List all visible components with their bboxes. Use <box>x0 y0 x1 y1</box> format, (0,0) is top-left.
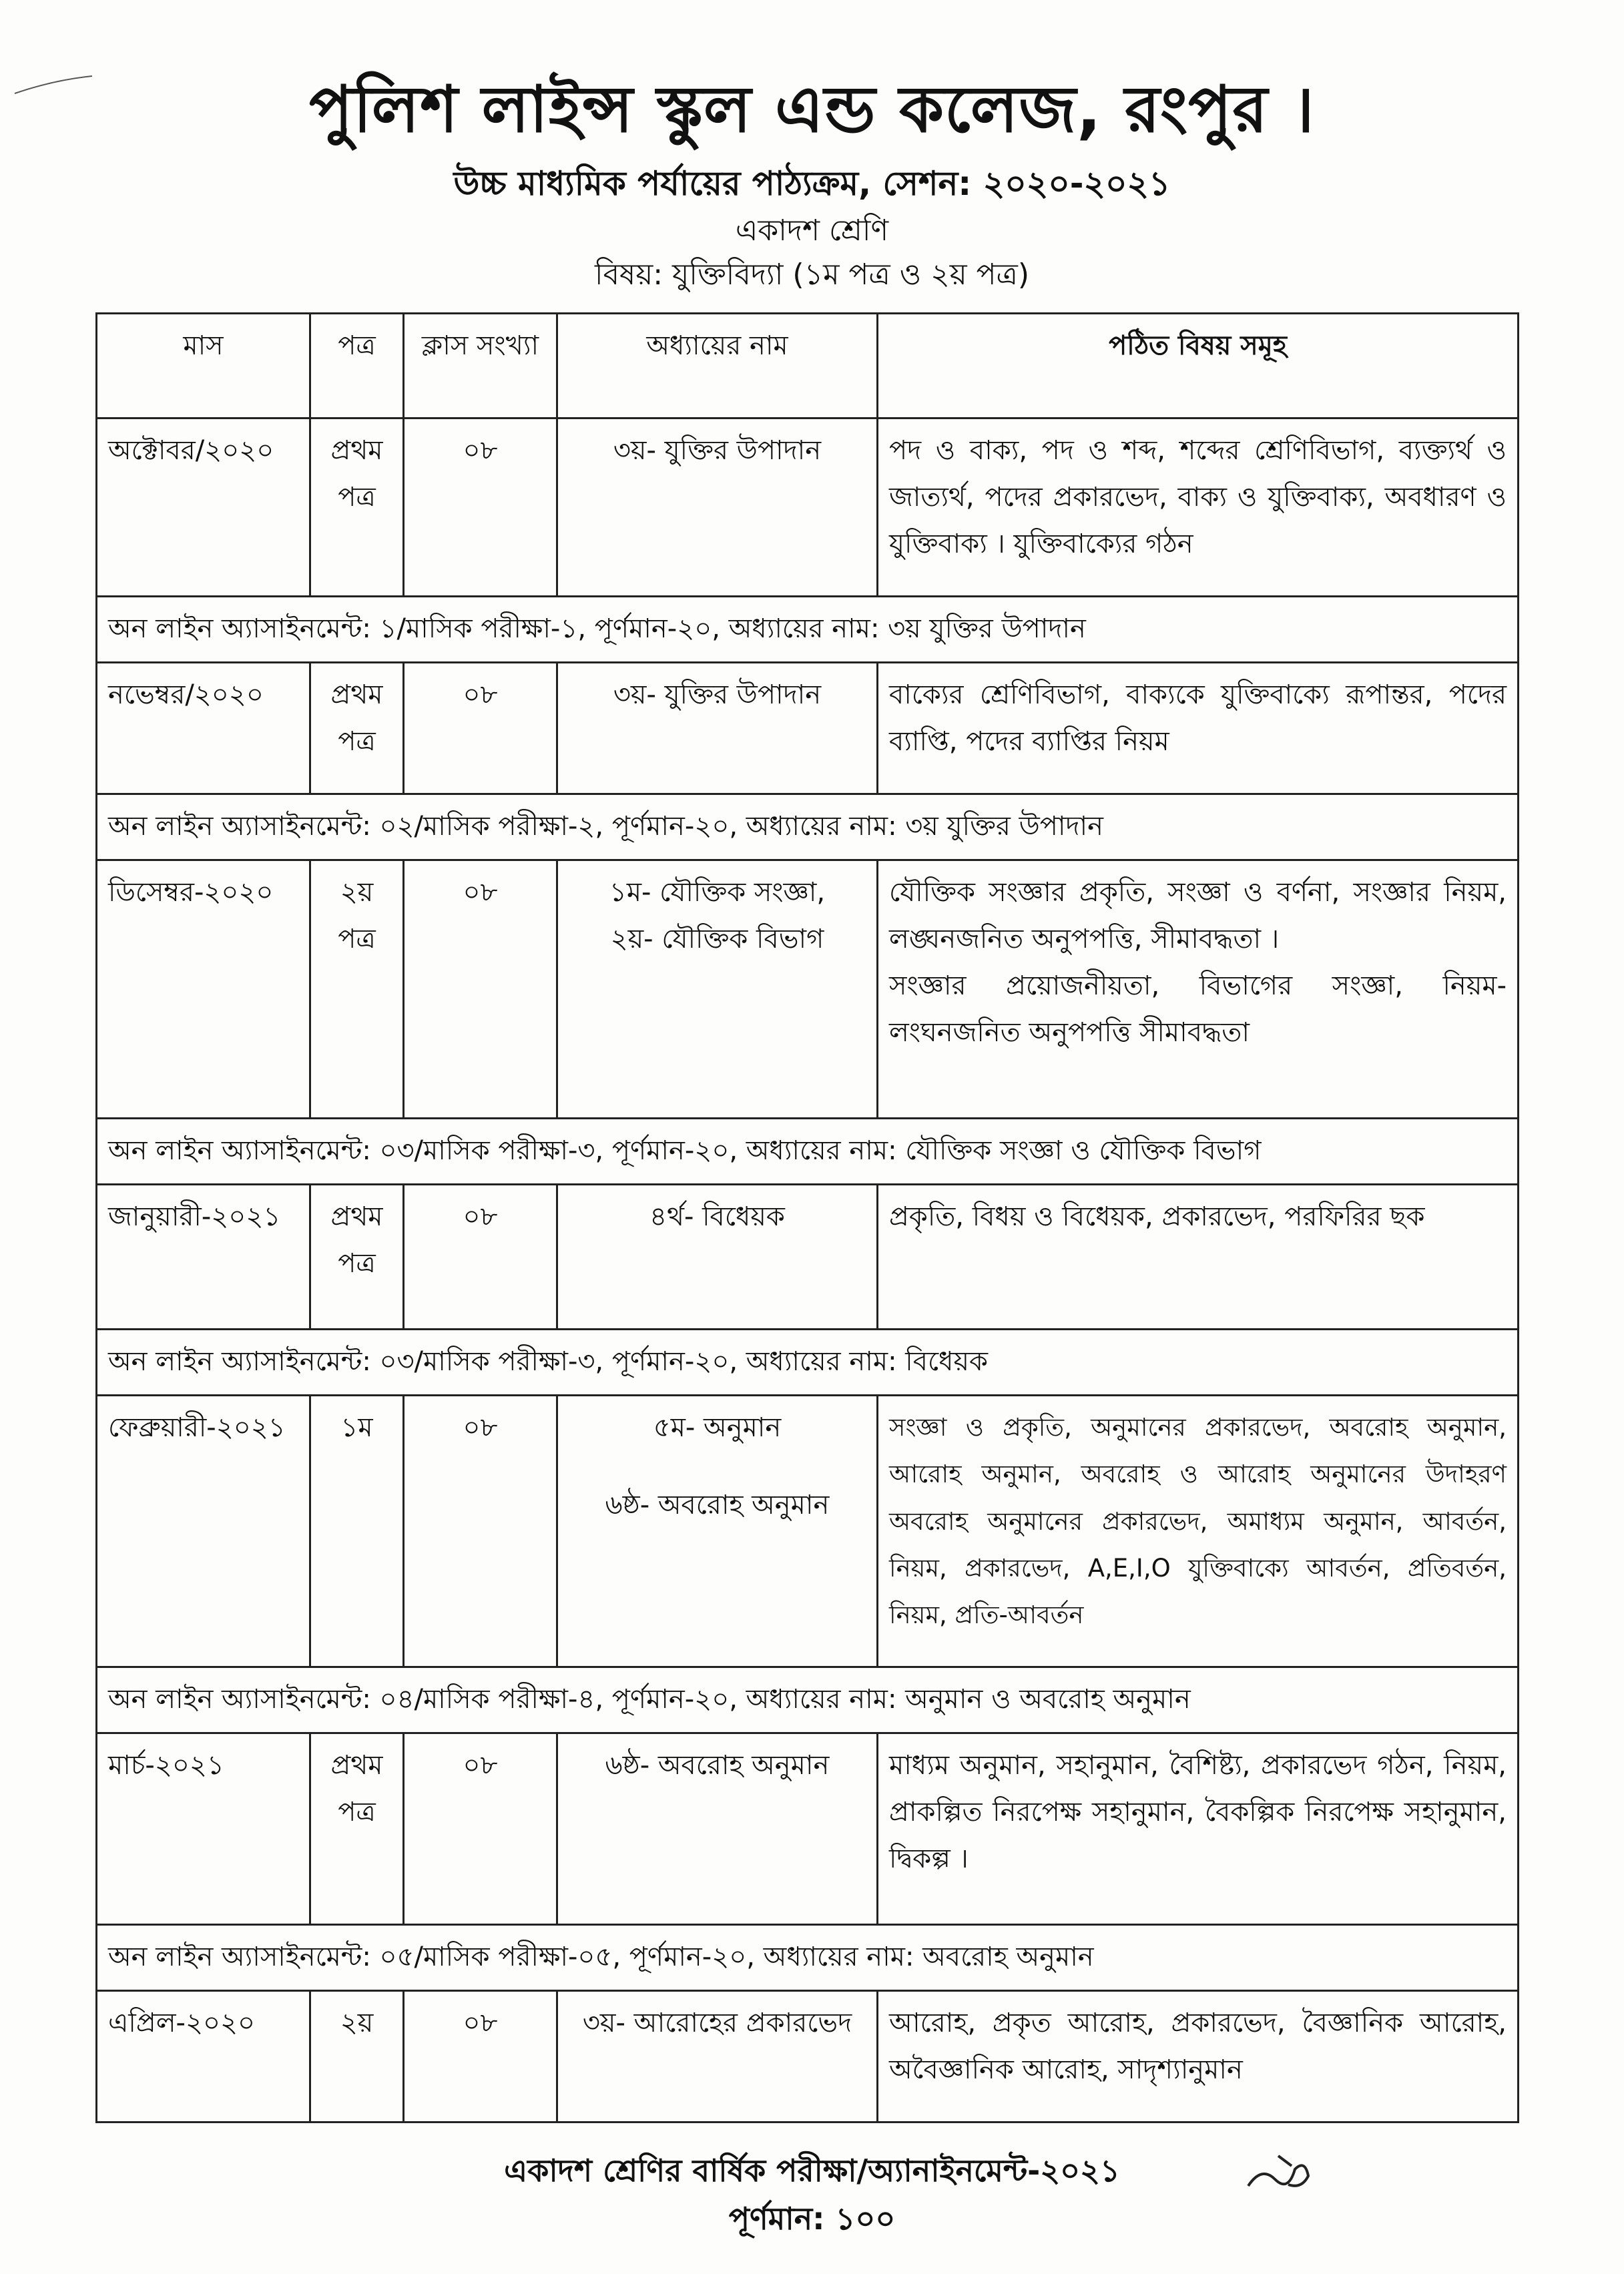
table-row <box>97 418 1519 597</box>
topics-part-1: যৌক্তিক সংজ্ঞার প্রকৃতি, সংজ্ঞা ও বর্ণনা, সংজ্ঞার নিয়ম, লঙ্ঘনজনিত অনুপপত্তি, সীমাবদ্ধতা । <box>889 877 1507 954</box>
header-classes: ক্লাস সংখ্যা <box>404 314 557 418</box>
cell-paper: ১ম <box>310 1396 404 1667</box>
header-paper: পত্র <box>310 314 404 418</box>
chapter-line-1: ৫ম- অনুমান <box>653 1412 782 1443</box>
cell-topics: প্রকৃতি, বিধয় ও বিধেয়ক, প্রকারভেদ, পরফিরির ছক <box>878 1185 1519 1330</box>
table-row <box>97 663 1519 794</box>
assignment-text: অন লাইন অ্যাসাইনমেন্ট: ০৫/মাসিক পরীক্ষা-০৫, পূর্ণমান-২০, অধ্যায়ের নাম: অবরোহ অনুমান <box>97 1925 1519 1991</box>
cell-paper: প্রথম পত্র <box>310 1733 404 1925</box>
cell-chapter: ৩য়- যুক্তির উপাদান <box>557 418 878 597</box>
curriculum-subtitle: উচ্চ মাধ্যমিক পর্যায়ের পাঠ্যক্রম, সেশন: ২০২০-২০২১ <box>453 164 1171 203</box>
cell-topics: সংজ্ঞা ও প্রকৃতি, অনুমানের প্রকারভেদ, অবরোহ অনুমান, আরোহ অনুমান, অবরোহ ও আরোহ অনুমানের উদাহরণ অবরোহ অনুমানের প্রকারভেদ, অমাধ্যম অনুমান, আবর্তন, নিয়ম, প্রকারভেদ, A,E,I,O যুক্তিবাক্যে আবর্তন, প্রতিবর্তন, নিয়ম, প্রতি-আবর্তন <box>878 1396 1519 1667</box>
assignment-row <box>97 1119 1519 1185</box>
header-chapter: অধ্যায়ের নাম <box>557 314 878 418</box>
cell-chapter: ৬ষ্ঠ- অবরোহ অনুমান <box>557 1733 878 1925</box>
assignment-text: অন লাইন অ্যাসাইনমেন্ট: ০৪/মাসিক পরীক্ষা-৪, পূর্ণমান-২০, অধ্যায়ের নাম: অনুমান ও অবরোহ অনুমান <box>97 1667 1519 1733</box>
cell-chapter <box>557 1396 878 1667</box>
class-name: একাদশ শ্রেণি <box>735 214 889 248</box>
assignment-row <box>97 1925 1519 1991</box>
cell-paper: প্রথম পত্র <box>310 663 404 794</box>
school-title: পুলিশ লাইন্স স্কুল এন্ড কলেজ, রংপুর । <box>309 72 1315 147</box>
header-topics: পঠিত বিষয় সমূহ <box>878 314 1519 418</box>
cell-chapter: ৪র্থ- বিধেয়ক <box>557 1185 878 1330</box>
cell-month: জানুয়ারী-২০২১ <box>97 1185 310 1330</box>
syllabus-table <box>95 312 1519 2123</box>
table-row <box>97 1733 1519 1925</box>
cell-month: অক্টোবর/২০২০ <box>97 418 310 597</box>
cell-topics <box>878 860 1519 1119</box>
cell-paper: প্রথম পত্র <box>310 418 404 597</box>
assignment-text: অন লাইন অ্যাসাইনমেন্ট: ০২/মাসিক পরীক্ষা-২, পূর্ণমান-২০, অধ্যায়ের নাম: ৩য় যুক্তির উপাদান <box>97 794 1519 860</box>
full-marks-line: পূর্ণমান: ১০০ <box>728 2201 896 2237</box>
cell-chapter: ৩য়- যুক্তির উপাদান <box>557 663 878 794</box>
chapter-line-2: ২য়- যৌক্তিক বিভাগ <box>610 924 824 954</box>
cell-topics: মাধ্যম অনুমান, সহানুমান, বৈশিষ্ট্য, প্রকারভেদ গঠন, নিয়ম, প্রাকল্পিত নিরপেক্ষ সহানুমান, বৈকল্পিক নিরপেক্ষ সহানুমান, দ্বিকল্প । <box>878 1733 1519 1925</box>
cell-classes: ০৮ <box>404 1733 557 1925</box>
cell-classes: ০৮ <box>404 1396 557 1667</box>
signature-mark <box>1242 2139 1322 2206</box>
table-header-row <box>97 314 1519 418</box>
assignment-row <box>97 1667 1519 1733</box>
cell-classes: ০৮ <box>404 663 557 794</box>
cell-classes: ০৮ <box>404 1991 557 2122</box>
cell-chapter: ৩য়- আরোহের প্রকারভেদ <box>557 1991 878 2122</box>
annual-exam-line: একাদশ শ্রেণির বার্ষিক পরীক্ষা/অ্যানাইনমেন্ট-২০২১ <box>504 2153 1120 2189</box>
chapter-line-1: ১ম- যৌক্তিক সংজ্ঞা, <box>609 877 826 908</box>
assignment-text: অন লাইন অ্যাসাইনমেন্ট: ১/মাসিক পরীক্ষা-১, পূর্ণমান-২০, অধ্যায়ের নাম: ৩য় যুক্তির উপাদান <box>97 597 1519 663</box>
topics-part-2: সংজ্ঞার প্রয়োজনীয়তা, বিভাগের সংজ্ঞা, নিয়ম-লংঘনজনিত অনুপপত্তি সীমাবদ্ধতা <box>889 970 1507 1048</box>
cell-paper: প্রথম পত্র <box>310 1185 404 1330</box>
assignment-row <box>97 794 1519 860</box>
cell-topics: বাক্যের শ্রেণিবিভাগ, বাক্যকে যুক্তিবাক্যে রূপান্তর, পদের ব্যাপ্তি, পদের ব্যাপ্তির নিয়ম <box>878 663 1519 794</box>
cell-chapter <box>557 860 878 1119</box>
cell-classes: ০৮ <box>404 418 557 597</box>
table-row <box>97 1396 1519 1667</box>
cell-month: ফেব্রুয়ারী-২০২১ <box>97 1396 310 1667</box>
assignment-text: অন লাইন অ্যাসাইনমেন্ট: ০৩/মাসিক পরীক্ষা-৩, পূর্ণমান-২০, অধ্যায়ের নাম: যৌক্তিক সংজ্ঞা ও যৌক্তিক বিভাগ <box>97 1119 1519 1185</box>
header-month: মাস <box>97 314 310 418</box>
table-row <box>97 1991 1519 2122</box>
assignment-row <box>97 597 1519 663</box>
cell-classes: ০৮ <box>404 860 557 1119</box>
cell-month: নভেম্বর/২০২০ <box>97 663 310 794</box>
cell-classes: ০৮ <box>404 1185 557 1330</box>
cell-paper: ২য় <box>310 1991 404 2122</box>
cell-month: ডিসেম্বর-২০২০ <box>97 860 310 1119</box>
cell-topics: পদ ও বাক্য, পদ ও শব্দ, শব্দের শ্রেণিবিভাগ, ব্যক্ত্যর্থ ও জাত্যর্থ, পদের প্রকারভেদ, বাক্য ও যুক্তিবাক্য, অবধারণ ও যুক্তিবাক্য । যুক্তিবাক্যের গঠন <box>878 418 1519 597</box>
table-row <box>97 860 1519 1119</box>
assignment-text: অন লাইন অ্যাসাইনমেন্ট: ০৩/মাসিক পরীক্ষা-৩, পূর্ণমান-২০, অধ্যায়ের নাম: বিধেয়ক <box>97 1330 1519 1396</box>
cell-paper: ২য় পত্র <box>310 860 404 1119</box>
cell-month: এপ্রিল-২০২০ <box>97 1991 310 2122</box>
cell-month: মার্চ-২০২১ <box>97 1733 310 1925</box>
subject-name: বিষয়: যুক্তিবিদ্যা (১ম পত্র ও ২য় পত্র) <box>594 258 1029 292</box>
chapter-line-2: ৬ষ্ঠ- অবরোহ অনুমান <box>605 1490 830 1520</box>
table-row <box>97 1185 1519 1330</box>
assignment-row <box>97 1330 1519 1396</box>
cell-topics: আরোহ, প্রকৃত আরোহ, প্রকারভেদ, বৈজ্ঞানিক আরোহ, অবৈজ্ঞানিক আরোহ, সাদৃশ্যানুমান <box>878 1991 1519 2122</box>
